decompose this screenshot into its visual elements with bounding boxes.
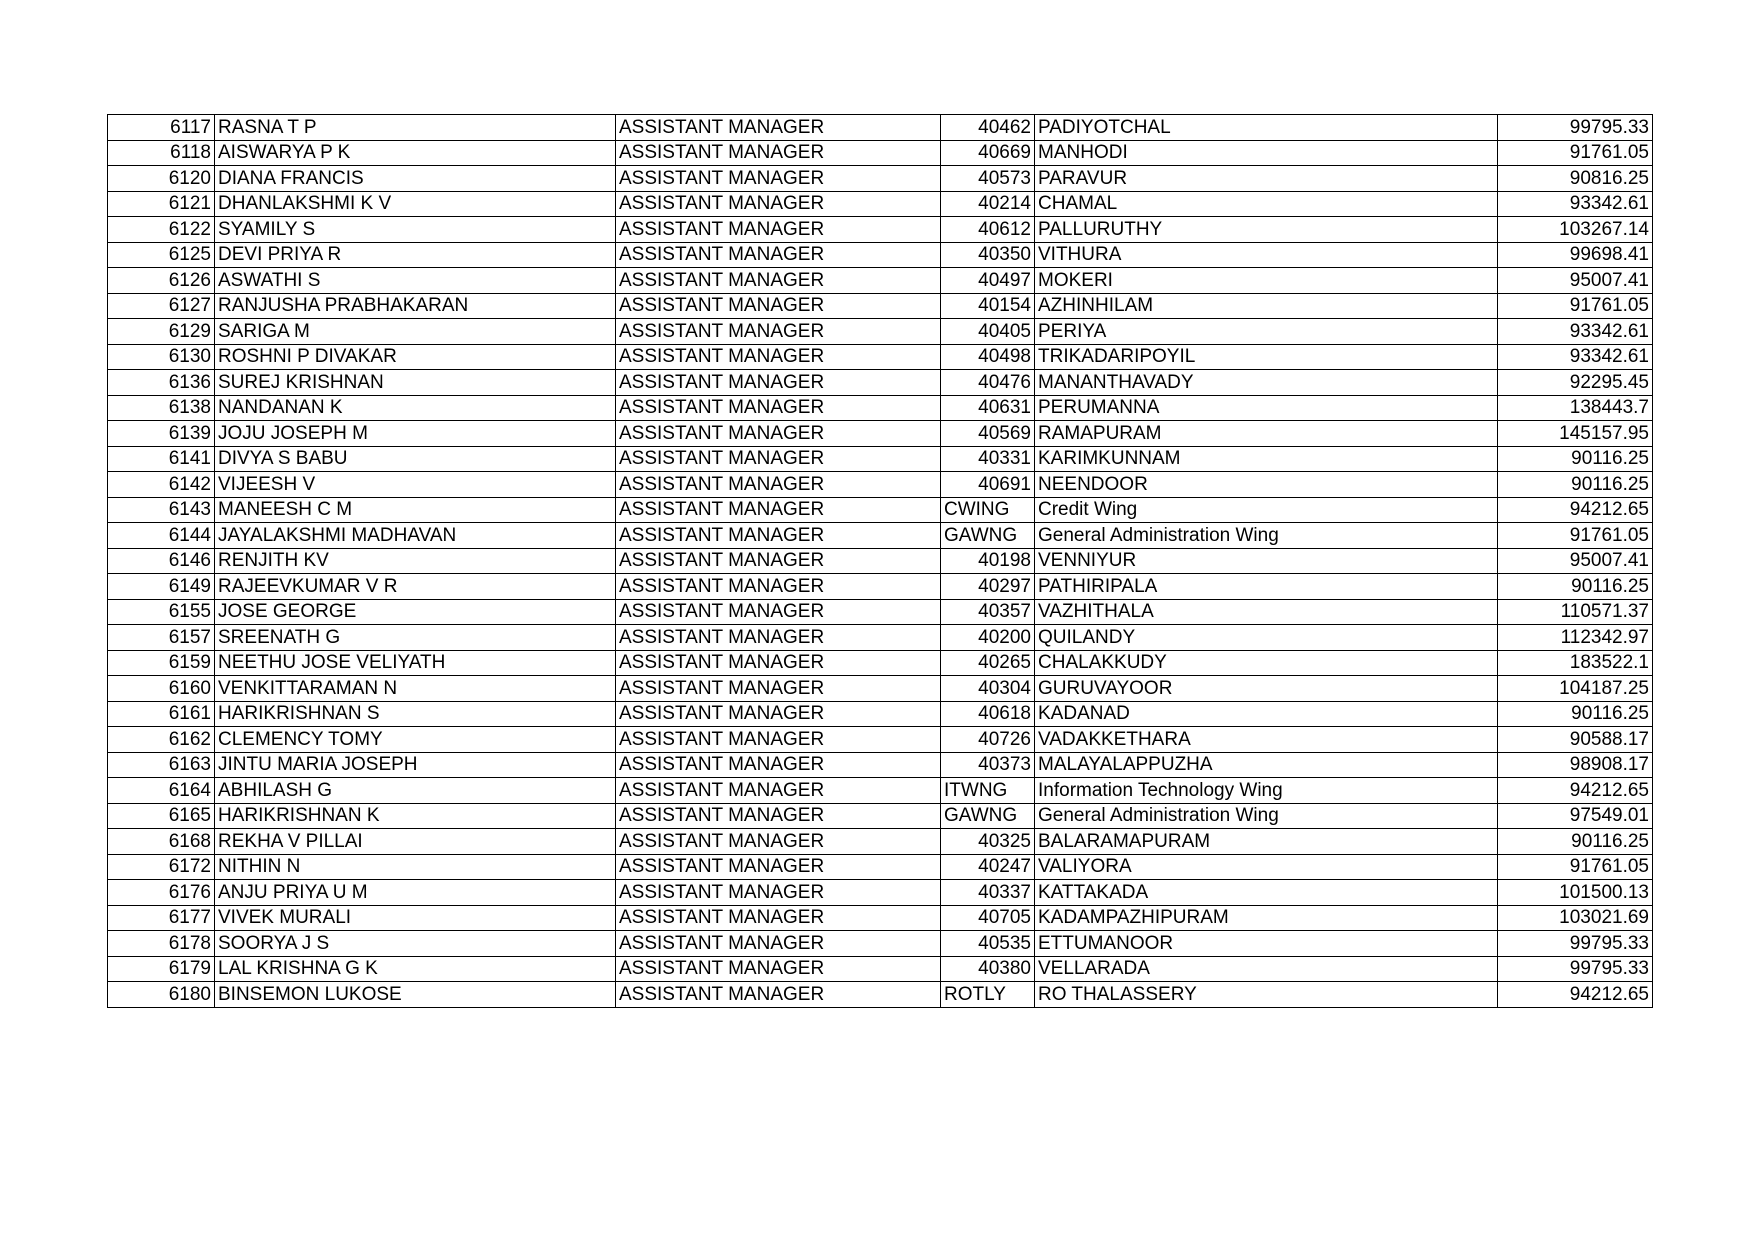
table-row [108, 395, 1653, 421]
staff-table-body [108, 115, 1653, 1008]
office-code-cell: 40297 [941, 574, 1035, 600]
designation-cell: ASSISTANT MANAGER [616, 523, 941, 549]
office-name-cell: Information Technology Wing [1035, 778, 1498, 804]
designation-cell: ASSISTANT MANAGER [616, 421, 941, 447]
office-code-cell: 40691 [941, 472, 1035, 498]
amount-cell: 93342.61 [1498, 191, 1653, 217]
office-code-cell: 40462 [941, 115, 1035, 141]
office-code-cell: 40350 [941, 242, 1035, 268]
designation-cell: ASSISTANT MANAGER [616, 701, 941, 727]
amount-cell: 145157.95 [1498, 421, 1653, 447]
designation-cell: ASSISTANT MANAGER [616, 625, 941, 651]
office-code-cell: 40214 [941, 191, 1035, 217]
office-name-cell: GURUVAYOOR [1035, 676, 1498, 702]
designation-cell: ASSISTANT MANAGER [616, 115, 941, 141]
designation-cell: ASSISTANT MANAGER [616, 752, 941, 778]
table-row [108, 778, 1653, 804]
office-code-cell: 40569 [941, 421, 1035, 447]
office-name-cell: VALIYORA [1035, 854, 1498, 880]
table-row [108, 421, 1653, 447]
office-code-cell: 40373 [941, 752, 1035, 778]
amount-cell: 90116.25 [1498, 446, 1653, 472]
designation-cell: ASSISTANT MANAGER [616, 242, 941, 268]
office-code-cell: 40476 [941, 370, 1035, 396]
designation-cell: ASSISTANT MANAGER [616, 803, 941, 829]
employee-name-cell: ASWATHI S [215, 268, 616, 294]
designation-cell: ASSISTANT MANAGER [616, 395, 941, 421]
table-row [108, 191, 1653, 217]
employee-id-cell: 6179 [108, 956, 215, 982]
amount-cell: 95007.41 [1498, 548, 1653, 574]
employee-id-cell: 6159 [108, 650, 215, 676]
office-name-cell: PERUMANNA [1035, 395, 1498, 421]
table-row [108, 446, 1653, 472]
amount-cell: 138443.7 [1498, 395, 1653, 421]
employee-name-cell: SREENATH G [215, 625, 616, 651]
office-name-cell: General Administration Wing [1035, 803, 1498, 829]
employee-id-cell: 6177 [108, 905, 215, 931]
table-row [108, 344, 1653, 370]
employee-id-cell: 6139 [108, 421, 215, 447]
designation-cell: ASSISTANT MANAGER [616, 446, 941, 472]
designation-cell: ASSISTANT MANAGER [616, 599, 941, 625]
office-name-cell: AZHINHILAM [1035, 293, 1498, 319]
employee-id-cell: 6142 [108, 472, 215, 498]
amount-cell: 94212.65 [1498, 982, 1653, 1008]
office-name-cell: MANHODI [1035, 140, 1498, 166]
employee-id-cell: 6161 [108, 701, 215, 727]
table-row [108, 268, 1653, 294]
office-name-cell: PADIYOTCHAL [1035, 115, 1498, 141]
employee-id-cell: 6164 [108, 778, 215, 804]
employee-name-cell: RENJITH KV [215, 548, 616, 574]
amount-cell: 99795.33 [1498, 956, 1653, 982]
office-code-cell: ITWNG [941, 778, 1035, 804]
table-row [108, 956, 1653, 982]
employee-name-cell: RANJUSHA PRABHAKARAN [215, 293, 616, 319]
designation-cell: ASSISTANT MANAGER [616, 931, 941, 957]
employee-name-cell: JOSE GEORGE [215, 599, 616, 625]
office-name-cell: PARAVUR [1035, 166, 1498, 192]
employee-name-cell: JINTU MARIA JOSEPH [215, 752, 616, 778]
table-row [108, 217, 1653, 243]
designation-cell: ASSISTANT MANAGER [616, 880, 941, 906]
designation-cell: ASSISTANT MANAGER [616, 650, 941, 676]
table-row [108, 115, 1653, 141]
employee-name-cell: ANJU PRIYA U M [215, 880, 616, 906]
amount-cell: 90588.17 [1498, 727, 1653, 753]
amount-cell: 93342.61 [1498, 319, 1653, 345]
amount-cell: 90116.25 [1498, 574, 1653, 600]
table-row [108, 803, 1653, 829]
amount-cell: 104187.25 [1498, 676, 1653, 702]
designation-cell: ASSISTANT MANAGER [616, 191, 941, 217]
amount-cell: 110571.37 [1498, 599, 1653, 625]
employee-name-cell: RASNA T P [215, 115, 616, 141]
amount-cell: 103267.14 [1498, 217, 1653, 243]
office-code-cell: 40497 [941, 268, 1035, 294]
table-row [108, 548, 1653, 574]
employee-id-cell: 6141 [108, 446, 215, 472]
employee-id-cell: 6121 [108, 191, 215, 217]
office-name-cell: MOKERI [1035, 268, 1498, 294]
designation-cell: ASSISTANT MANAGER [616, 956, 941, 982]
amount-cell: 90116.25 [1498, 701, 1653, 727]
office-code-cell: 40325 [941, 829, 1035, 855]
employee-name-cell: VIJEESH V [215, 472, 616, 498]
office-code-cell: 40304 [941, 676, 1035, 702]
designation-cell: ASSISTANT MANAGER [616, 319, 941, 345]
employee-name-cell: ABHILASH G [215, 778, 616, 804]
employee-id-cell: 6130 [108, 344, 215, 370]
amount-cell: 91761.05 [1498, 293, 1653, 319]
designation-cell: ASSISTANT MANAGER [616, 268, 941, 294]
amount-cell: 112342.97 [1498, 625, 1653, 651]
office-name-cell: TRIKADARIPOYIL [1035, 344, 1498, 370]
office-name-cell: RAMAPURAM [1035, 421, 1498, 447]
amount-cell: 93342.61 [1498, 344, 1653, 370]
employee-id-cell: 6143 [108, 497, 215, 523]
employee-name-cell: SOORYA J S [215, 931, 616, 957]
amount-cell: 90116.25 [1498, 829, 1653, 855]
office-name-cell: PATHIRIPALA [1035, 574, 1498, 600]
employee-id-cell: 6178 [108, 931, 215, 957]
office-code-cell: 40265 [941, 650, 1035, 676]
amount-cell: 91761.05 [1498, 854, 1653, 880]
employee-name-cell: SYAMILY S [215, 217, 616, 243]
designation-cell: ASSISTANT MANAGER [616, 778, 941, 804]
amount-cell: 90116.25 [1498, 472, 1653, 498]
office-code-cell: GAWNG [941, 803, 1035, 829]
amount-cell: 97549.01 [1498, 803, 1653, 829]
office-name-cell: KARIMKUNNAM [1035, 446, 1498, 472]
office-code-cell: 40380 [941, 956, 1035, 982]
staff-table [107, 114, 1653, 1008]
employee-id-cell: 6160 [108, 676, 215, 702]
office-name-cell: KADANAD [1035, 701, 1498, 727]
table-row [108, 140, 1653, 166]
designation-cell: ASSISTANT MANAGER [616, 472, 941, 498]
designation-cell: ASSISTANT MANAGER [616, 727, 941, 753]
amount-cell: 99795.33 [1498, 115, 1653, 141]
employee-id-cell: 6176 [108, 880, 215, 906]
office-name-cell: VADAKKETHARA [1035, 727, 1498, 753]
designation-cell: ASSISTANT MANAGER [616, 548, 941, 574]
office-name-cell: MANANTHAVADY [1035, 370, 1498, 396]
employee-id-cell: 6180 [108, 982, 215, 1008]
table-row [108, 752, 1653, 778]
office-code-cell: 40154 [941, 293, 1035, 319]
employee-name-cell: CLEMENCY TOMY [215, 727, 616, 753]
table-row [108, 497, 1653, 523]
table-row [108, 523, 1653, 549]
office-code-cell: 40705 [941, 905, 1035, 931]
office-code-cell: 40535 [941, 931, 1035, 957]
designation-cell: ASSISTANT MANAGER [616, 344, 941, 370]
employee-id-cell: 6117 [108, 115, 215, 141]
designation-cell: ASSISTANT MANAGER [616, 293, 941, 319]
employee-name-cell: BINSEMON LUKOSE [215, 982, 616, 1008]
employee-name-cell: SARIGA M [215, 319, 616, 345]
employee-id-cell: 6146 [108, 548, 215, 574]
amount-cell: 98908.17 [1498, 752, 1653, 778]
designation-cell: ASSISTANT MANAGER [616, 905, 941, 931]
employee-id-cell: 6129 [108, 319, 215, 345]
employee-name-cell: HARIKRISHNAN S [215, 701, 616, 727]
employee-id-cell: 6120 [108, 166, 215, 192]
designation-cell: ASSISTANT MANAGER [616, 574, 941, 600]
designation-cell: ASSISTANT MANAGER [616, 854, 941, 880]
office-name-cell: PALLURUTHY [1035, 217, 1498, 243]
employee-name-cell: DIANA FRANCIS [215, 166, 616, 192]
table-row [108, 370, 1653, 396]
employee-id-cell: 6118 [108, 140, 215, 166]
office-name-cell: Credit Wing [1035, 497, 1498, 523]
amount-cell: 101500.13 [1498, 880, 1653, 906]
table-row [108, 472, 1653, 498]
employee-id-cell: 6136 [108, 370, 215, 396]
employee-id-cell: 6157 [108, 625, 215, 651]
employee-id-cell: 6165 [108, 803, 215, 829]
office-name-cell: CHAMAL [1035, 191, 1498, 217]
employee-name-cell: VIVEK MURALI [215, 905, 616, 931]
office-code-cell: 40612 [941, 217, 1035, 243]
amount-cell: 91761.05 [1498, 523, 1653, 549]
office-code-cell: CWING [941, 497, 1035, 523]
office-code-cell: ROTLY [941, 982, 1035, 1008]
amount-cell: 91761.05 [1498, 140, 1653, 166]
table-row [108, 982, 1653, 1008]
designation-cell: ASSISTANT MANAGER [616, 497, 941, 523]
table-row [108, 931, 1653, 957]
employee-name-cell: NITHIN N [215, 854, 616, 880]
table-row [108, 242, 1653, 268]
office-code-cell: 40200 [941, 625, 1035, 651]
office-code-cell: 40337 [941, 880, 1035, 906]
employee-id-cell: 6172 [108, 854, 215, 880]
employee-name-cell: NANDANAN K [215, 395, 616, 421]
employee-name-cell: RAJEEVKUMAR V R [215, 574, 616, 600]
employee-name-cell: HARIKRISHNAN K [215, 803, 616, 829]
designation-cell: ASSISTANT MANAGER [616, 982, 941, 1008]
office-name-cell: General Administration Wing [1035, 523, 1498, 549]
office-name-cell: VENNIYUR [1035, 548, 1498, 574]
amount-cell: 103021.69 [1498, 905, 1653, 931]
designation-cell: ASSISTANT MANAGER [616, 829, 941, 855]
employee-id-cell: 6122 [108, 217, 215, 243]
employee-name-cell: JAYALAKSHMI MADHAVAN [215, 523, 616, 549]
table-row [108, 676, 1653, 702]
employee-name-cell: SUREJ KRISHNAN [215, 370, 616, 396]
office-name-cell: MALAYALAPPUZHA [1035, 752, 1498, 778]
employee-name-cell: AISWARYA P K [215, 140, 616, 166]
office-name-cell: PERIYA [1035, 319, 1498, 345]
office-name-cell: CHALAKKUDY [1035, 650, 1498, 676]
office-name-cell: BALARAMAPURAM [1035, 829, 1498, 855]
table-row [108, 319, 1653, 345]
office-code-cell: 40357 [941, 599, 1035, 625]
table-row [108, 650, 1653, 676]
designation-cell: ASSISTANT MANAGER [616, 676, 941, 702]
amount-cell: 94212.65 [1498, 778, 1653, 804]
employee-name-cell: LAL KRISHNA G K [215, 956, 616, 982]
amount-cell: 90816.25 [1498, 166, 1653, 192]
table-row [108, 854, 1653, 880]
employee-name-cell: DEVI PRIYA R [215, 242, 616, 268]
office-name-cell: KATTAKADA [1035, 880, 1498, 906]
employee-name-cell: DHANLAKSHMI K V [215, 191, 616, 217]
amount-cell: 92295.45 [1498, 370, 1653, 396]
office-code-cell: 40669 [941, 140, 1035, 166]
table-row [108, 701, 1653, 727]
employee-name-cell: VENKITTARAMAN N [215, 676, 616, 702]
employee-id-cell: 6126 [108, 268, 215, 294]
employee-id-cell: 6155 [108, 599, 215, 625]
office-name-cell: VAZHITHALA [1035, 599, 1498, 625]
designation-cell: ASSISTANT MANAGER [616, 370, 941, 396]
amount-cell: 94212.65 [1498, 497, 1653, 523]
amount-cell: 183522.1 [1498, 650, 1653, 676]
office-code-cell: 40405 [941, 319, 1035, 345]
employee-id-cell: 6168 [108, 829, 215, 855]
employee-id-cell: 6163 [108, 752, 215, 778]
table-row [108, 599, 1653, 625]
designation-cell: ASSISTANT MANAGER [616, 140, 941, 166]
amount-cell: 99698.41 [1498, 242, 1653, 268]
designation-cell: ASSISTANT MANAGER [616, 166, 941, 192]
employee-id-cell: 6138 [108, 395, 215, 421]
office-code-cell: 40618 [941, 701, 1035, 727]
office-code-cell: 40573 [941, 166, 1035, 192]
table-row [108, 625, 1653, 651]
office-code-cell: 40631 [941, 395, 1035, 421]
amount-cell: 95007.41 [1498, 268, 1653, 294]
employee-id-cell: 6144 [108, 523, 215, 549]
office-code-cell: 40198 [941, 548, 1035, 574]
table-row [108, 880, 1653, 906]
employee-name-cell: DIVYA S BABU [215, 446, 616, 472]
office-code-cell: 40498 [941, 344, 1035, 370]
employee-name-cell: JOJU JOSEPH M [215, 421, 616, 447]
amount-cell: 99795.33 [1498, 931, 1653, 957]
designation-cell: ASSISTANT MANAGER [616, 217, 941, 243]
office-code-cell: 40726 [941, 727, 1035, 753]
table-row [108, 829, 1653, 855]
employee-name-cell: REKHA V PILLAI [215, 829, 616, 855]
employee-name-cell: MANEESH C M [215, 497, 616, 523]
table-row [108, 905, 1653, 931]
office-name-cell: KADAMPAZHIPURAM [1035, 905, 1498, 931]
office-name-cell: RO THALASSERY [1035, 982, 1498, 1008]
employee-id-cell: 6125 [108, 242, 215, 268]
office-name-cell: VITHURA [1035, 242, 1498, 268]
employee-id-cell: 6162 [108, 727, 215, 753]
table-row [108, 727, 1653, 753]
table-row [108, 293, 1653, 319]
office-name-cell: QUILANDY [1035, 625, 1498, 651]
employee-id-cell: 6127 [108, 293, 215, 319]
table-row [108, 574, 1653, 600]
office-name-cell: NEENDOOR [1035, 472, 1498, 498]
office-code-cell: 40247 [941, 854, 1035, 880]
table-row [108, 166, 1653, 192]
employee-id-cell: 6149 [108, 574, 215, 600]
employee-name-cell: NEETHU JOSE VELIYATH [215, 650, 616, 676]
office-code-cell: GAWNG [941, 523, 1035, 549]
office-name-cell: ETTUMANOOR [1035, 931, 1498, 957]
employee-name-cell: ROSHNI P DIVAKAR [215, 344, 616, 370]
office-code-cell: 40331 [941, 446, 1035, 472]
office-name-cell: VELLARADA [1035, 956, 1498, 982]
